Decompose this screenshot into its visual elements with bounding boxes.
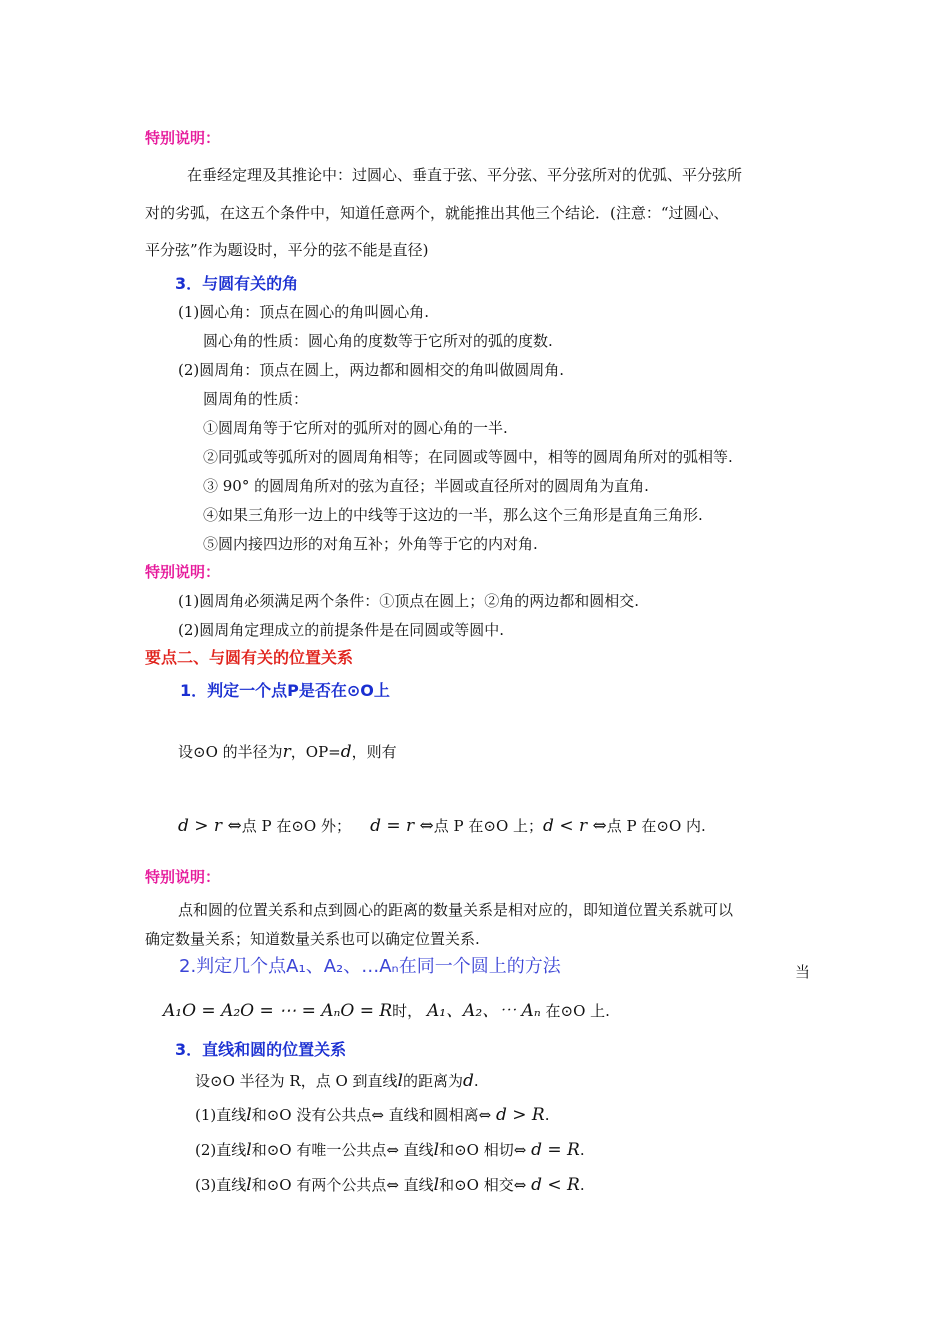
sec3-line-6: ②同弧或等弧所对的圆周角相等；在同圆或等圆中，相等的圆周角所对的弧相等. bbox=[203, 448, 733, 466]
point-relations bbox=[178, 816, 706, 836]
radius-intro bbox=[178, 742, 397, 762]
item2-b2: 和⊙O 相切⇔ bbox=[439, 1141, 532, 1159]
line-circle-item-1 bbox=[195, 1105, 550, 1125]
symbol-d: d bbox=[340, 742, 352, 762]
item1-end: . bbox=[544, 1106, 550, 1124]
sec3-line-9: ⑤圆内接四边形的对角互补；外角等于它的内对角. bbox=[203, 535, 538, 553]
item3-a: (3)直线 bbox=[195, 1176, 247, 1194]
item1-l: l bbox=[246, 1105, 252, 1125]
item1-condition: d > R bbox=[496, 1105, 545, 1125]
sec3-line-7: ③ 90° 的圆周角所对的弦为直径；半圆或直径所对的圆周角为直角. bbox=[203, 477, 649, 495]
item2-b: 和⊙O 有唯一公共点⇔ 直线 bbox=[251, 1141, 434, 1159]
item3-condition: d < R bbox=[531, 1175, 580, 1195]
symbol-d-2: d bbox=[462, 1071, 474, 1091]
note2-line-1: (1)圆周角必须满足两个条件：①顶点在圆上；②角的两边都和圆相交. bbox=[178, 592, 640, 610]
relation-outside-text: 点 P 在⊙O 外； bbox=[241, 817, 351, 835]
sec3-line-1: (1)圆心角：顶点在圆心的角叫圆心角. bbox=[178, 303, 430, 321]
sec3-line-3: (2)圆周角：顶点在圆上，两边都和圆相交的角叫做圆周角. bbox=[178, 361, 565, 379]
intro-text-a: 设⊙O 半径为 R，点 O 到直线 bbox=[195, 1072, 398, 1090]
op-text: ，OP= bbox=[290, 743, 341, 761]
line-circle-item-3 bbox=[195, 1175, 585, 1195]
relation-on-symbol: d = r ⇔ bbox=[370, 816, 434, 836]
note-title-1: 特别说明： bbox=[145, 129, 221, 147]
item3-l2: l bbox=[433, 1175, 440, 1195]
relation-inside-symbol: d < r ⇔ bbox=[543, 816, 607, 836]
on-circle-text: 在⊙O 上. bbox=[545, 1002, 610, 1020]
item2-l: l bbox=[246, 1140, 252, 1160]
item3-b2: 和⊙O 相交⇔ bbox=[439, 1176, 532, 1194]
when-text: 当 bbox=[795, 963, 811, 981]
sec3-line-5: ①圆周角等于它所对的弧所对的圆心角的一半. bbox=[203, 419, 508, 437]
key-point-heading: 要点二、与圆有关的位置关系 bbox=[145, 648, 354, 667]
item3-end: . bbox=[579, 1176, 585, 1194]
concyclic-condition bbox=[163, 1001, 610, 1021]
note-title-3: 特别说明： bbox=[145, 868, 221, 886]
note1-line-1: 在垂经定理及其推论中：过圆心、垂直于弦、平分弦、平分弦所对的优弧、平分弦所 bbox=[187, 166, 743, 184]
note3-line-1: 点和圆的位置关系和点到圆心的距离的数量关系是相对应的，即知道位置关系就可以 bbox=[178, 901, 734, 919]
then-text: ，则有 bbox=[351, 743, 397, 761]
section-heading-angles: 3．与圆有关的角 bbox=[175, 274, 299, 293]
item3-b: 和⊙O 有两个公共点⇔ 直线 bbox=[251, 1176, 434, 1194]
sec3-line-2: 圆心角的性质：圆心角的度数等于它所对的弧的度数. bbox=[203, 332, 553, 350]
subsection-heading-line-circle: 3．直线和圆的位置关系 bbox=[175, 1040, 347, 1059]
radius-intro-text: 设⊙O 的半径为 bbox=[178, 743, 283, 761]
item2-end: . bbox=[579, 1141, 585, 1159]
item2-condition: d = R bbox=[531, 1140, 580, 1160]
line-circle-item-2 bbox=[195, 1140, 585, 1160]
sec3-line-4: 圆周角的性质： bbox=[203, 390, 309, 408]
note1-line-3: 平分弦”作为题设时，平分的弦不能是直径) bbox=[145, 241, 429, 259]
note2-line-2: (2)圆周角定理成立的前提条件是在同圆或等圆中. bbox=[178, 621, 505, 639]
subsection-heading-point: 1．判定一个点P是否在⊙O上 bbox=[180, 681, 390, 700]
line-circle-intro: 设⊙O 半径为 R，点 O 到直线l的距离为d. bbox=[195, 1071, 479, 1091]
sec3-line-8: ④如果三角形一边上的中线等于这边的一半，那么这个三角形是直角三角形. bbox=[203, 506, 703, 524]
item1-b: 和⊙O 没有公共点⇔ 直线和圆相离⇔ bbox=[251, 1106, 496, 1124]
relation-inside-text: 点 P 在⊙O 内. bbox=[606, 817, 706, 835]
symbol-r: r bbox=[282, 742, 291, 762]
item2-l2: l bbox=[433, 1140, 440, 1160]
symbol-l: l bbox=[397, 1071, 403, 1091]
time-text: 时， bbox=[392, 1002, 423, 1020]
intro-text-b: 的距离为 bbox=[402, 1072, 463, 1090]
points-list: A₁、A₂、⋯ Aₙ bbox=[426, 1001, 541, 1021]
note-title-2: 特别说明： bbox=[145, 563, 221, 581]
formula-equal-distances: A₁O = A₂O = ⋯ = AₙO = R bbox=[163, 1001, 393, 1021]
note1-line-2: 对的劣弧，在这五个条件中，知道任意两个，就能推出其他三个结论．(注意：“过圆心、 bbox=[145, 204, 729, 222]
item2-a: (2)直线 bbox=[195, 1141, 247, 1159]
item3-l: l bbox=[246, 1175, 252, 1195]
subsection-heading-concyclic: 2.判定几个点A₁、A₂、…Aₙ在同一个圆上的方法 bbox=[179, 956, 561, 977]
item1-a: (1)直线 bbox=[195, 1106, 247, 1124]
note3-line-2: 确定数量关系；知道数量关系也可以确定位置关系. bbox=[145, 930, 480, 948]
relation-outside-symbol: d > r ⇔ bbox=[178, 816, 242, 836]
relation-on-text: 点 P 在⊙O 上； bbox=[433, 817, 544, 835]
